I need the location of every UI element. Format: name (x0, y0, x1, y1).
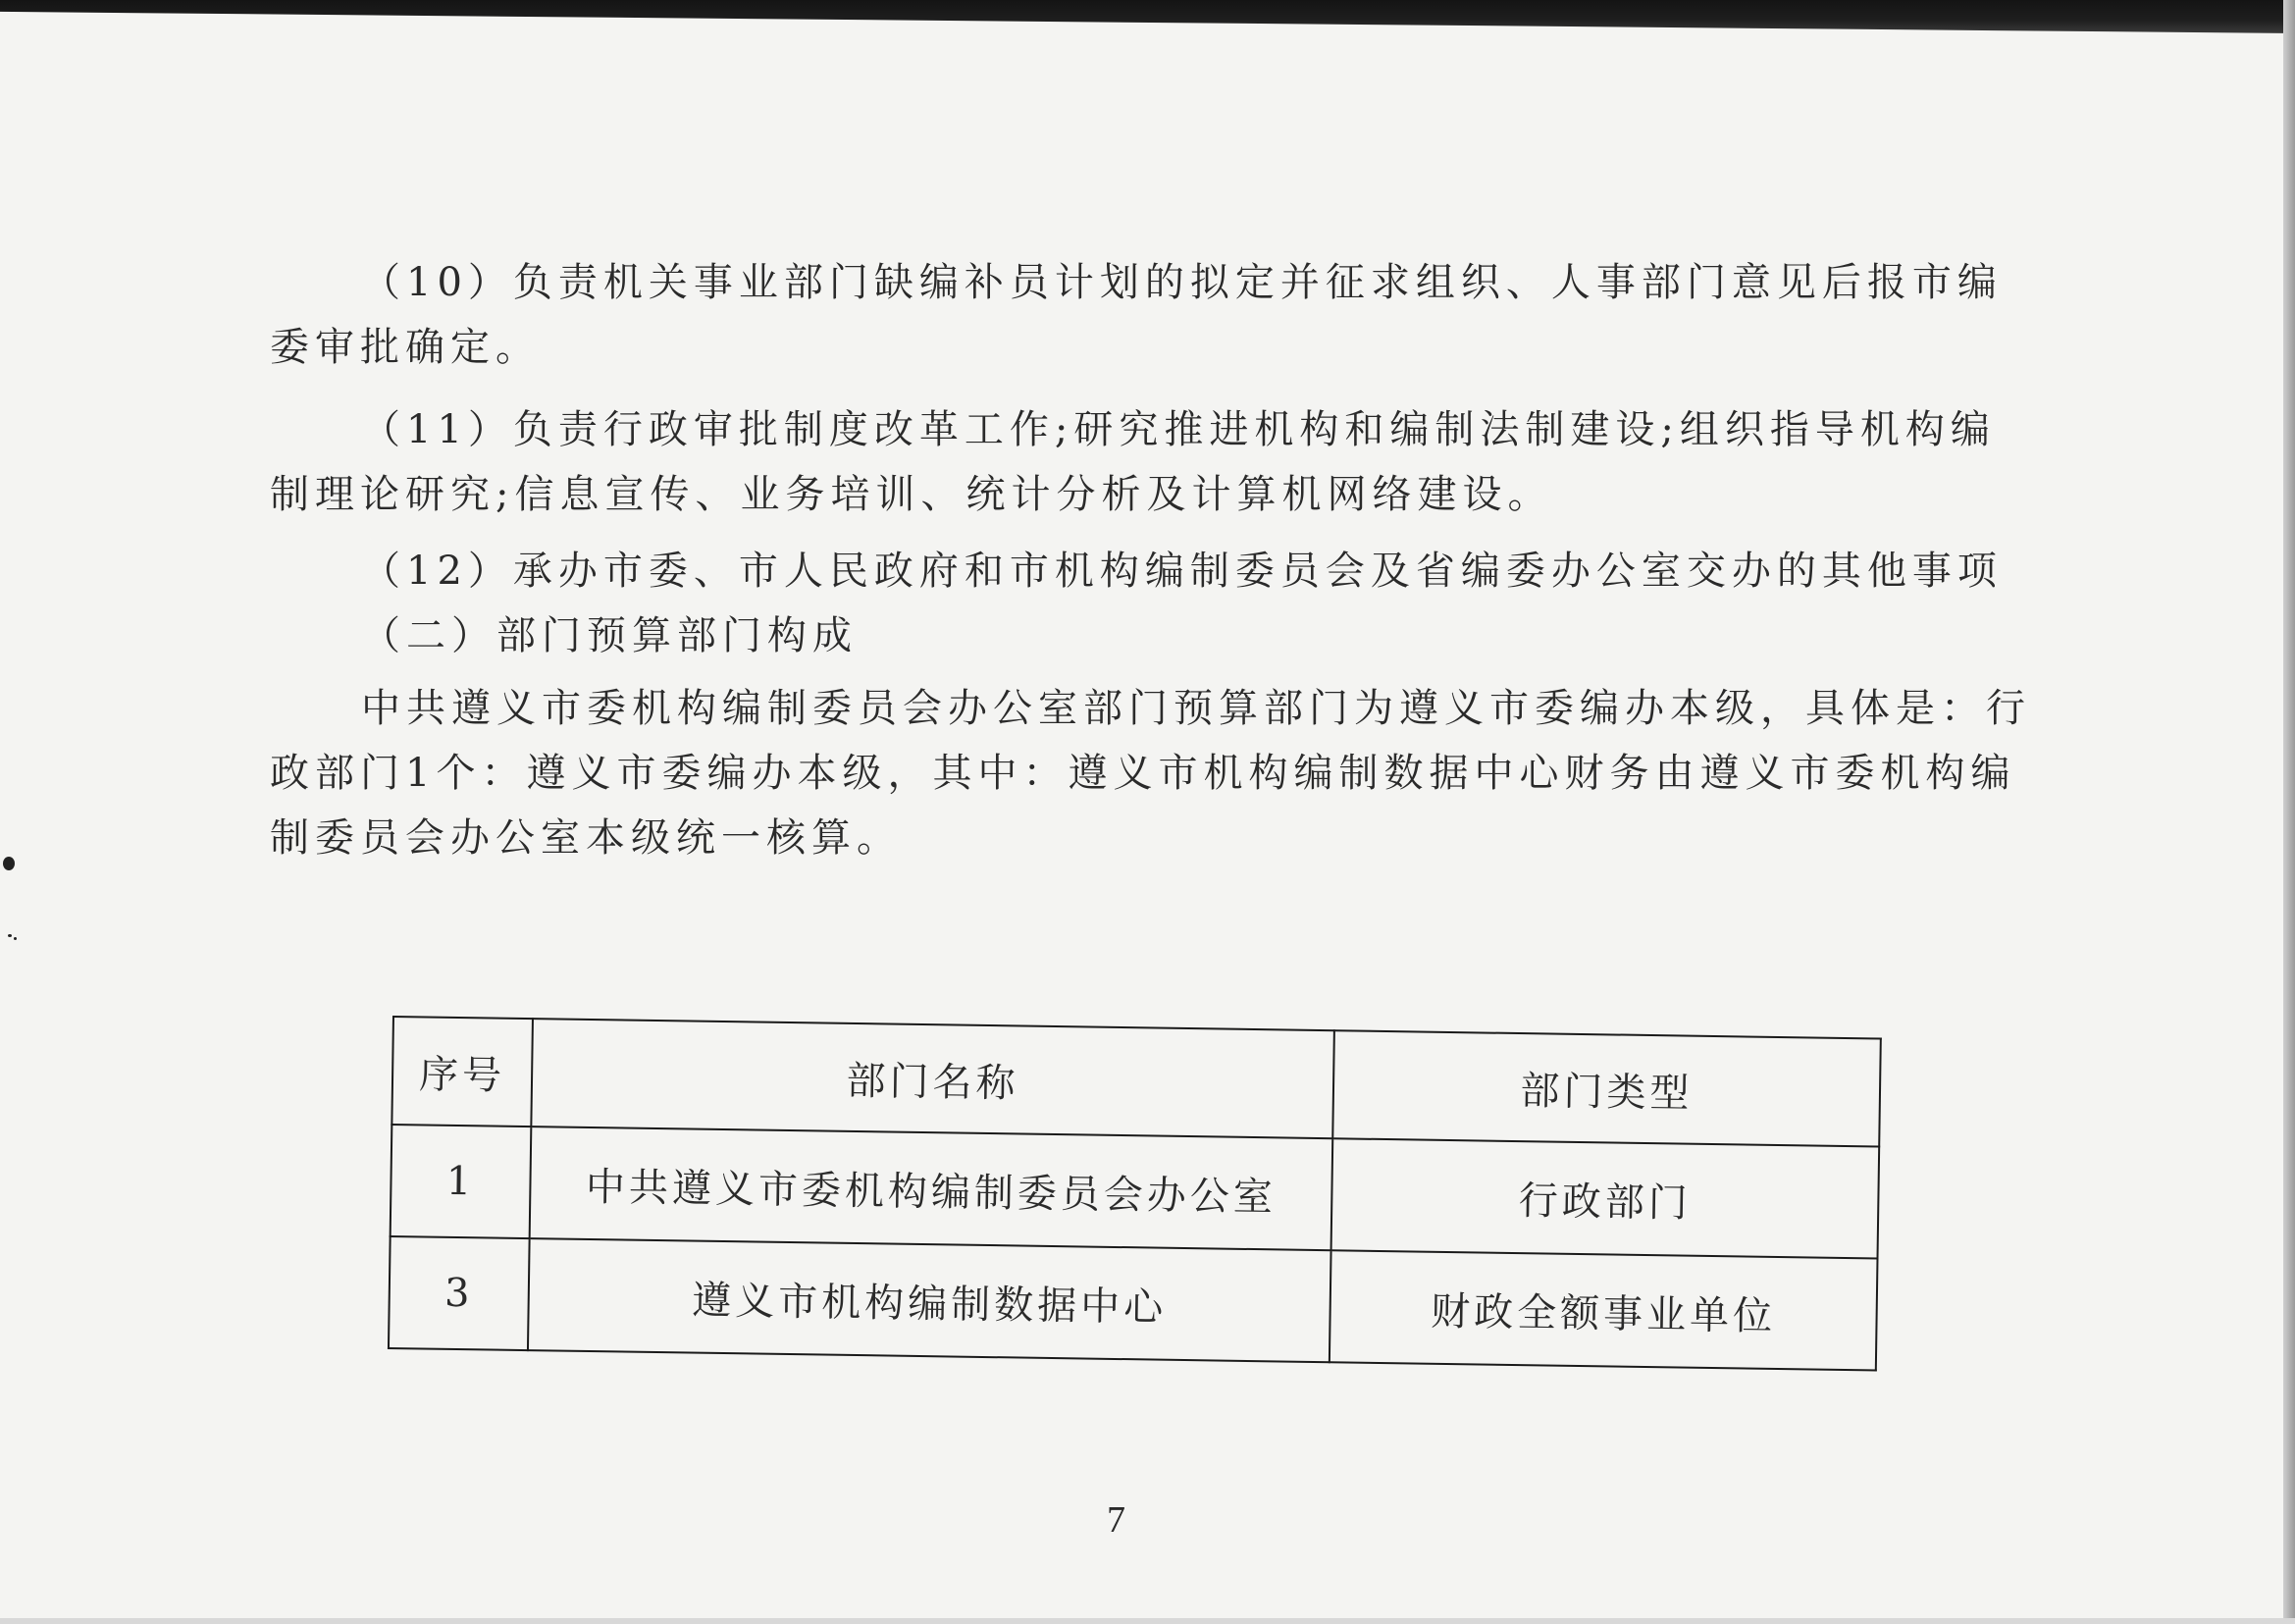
paragraph-item-11: （11）负责行政审批制度改革工作;研究推进机构和编制法制建设;组织指导机构编制理论研究;信息宣传、业务培训、统计分析及计算机网络建设。 (270, 407, 1996, 517)
document-body (270, 250, 2036, 870)
department-table-wrapper (388, 1016, 1882, 1371)
department-table (388, 1016, 1882, 1371)
cell-dept-name: 遵义市机构编制数据中心 (528, 1238, 1331, 1362)
table-row (389, 1236, 1878, 1370)
body-paragraph: 中共遵义市委机构编制委员会办公室部门预算部门为遵义市委编办本级，具体是：行政部门1个：遵义市委编办本级，其中：遵义市机构编制数据中心财务由遵义市委机构编制委员会办公室本级统一核算。 (270, 686, 2031, 861)
cell-dept-type: 财政全额事业单位 (1330, 1250, 1878, 1370)
page-number: 7 (1107, 1499, 1125, 1541)
header-serial: 序号 (391, 1017, 533, 1126)
scan-bottom-edge (0, 1618, 2295, 1624)
table-row (391, 1125, 1880, 1258)
header-dept-name: 部门名称 (531, 1019, 1334, 1138)
header-dept-type: 部门类型 (1332, 1030, 1881, 1146)
scan-speck (3, 857, 15, 870)
scan-speck (8, 934, 12, 937)
scan-speck (14, 937, 17, 940)
paragraph-item-12: （12）承办市委、市人民政府和市机构编制委员会及省编委办公室交办的其他事项 (361, 549, 2003, 594)
cell-dept-name: 中共遵义市委机构编制委员会办公室 (530, 1126, 1333, 1250)
scan-top-edge (0, 0, 2295, 33)
scan-right-edge (2283, 0, 2295, 1624)
paragraph-item-10: （10）负责机关事业部门缺编补员计划的拟定并征求组织、人事部门意见后报市编委审批确定。 (270, 260, 2003, 370)
cell-serial: 1 (391, 1125, 532, 1238)
section-heading: （二）部门预算部门构成 (361, 613, 858, 658)
cell-dept-type: 行政部门 (1331, 1138, 1880, 1258)
cell-serial: 3 (389, 1236, 530, 1350)
